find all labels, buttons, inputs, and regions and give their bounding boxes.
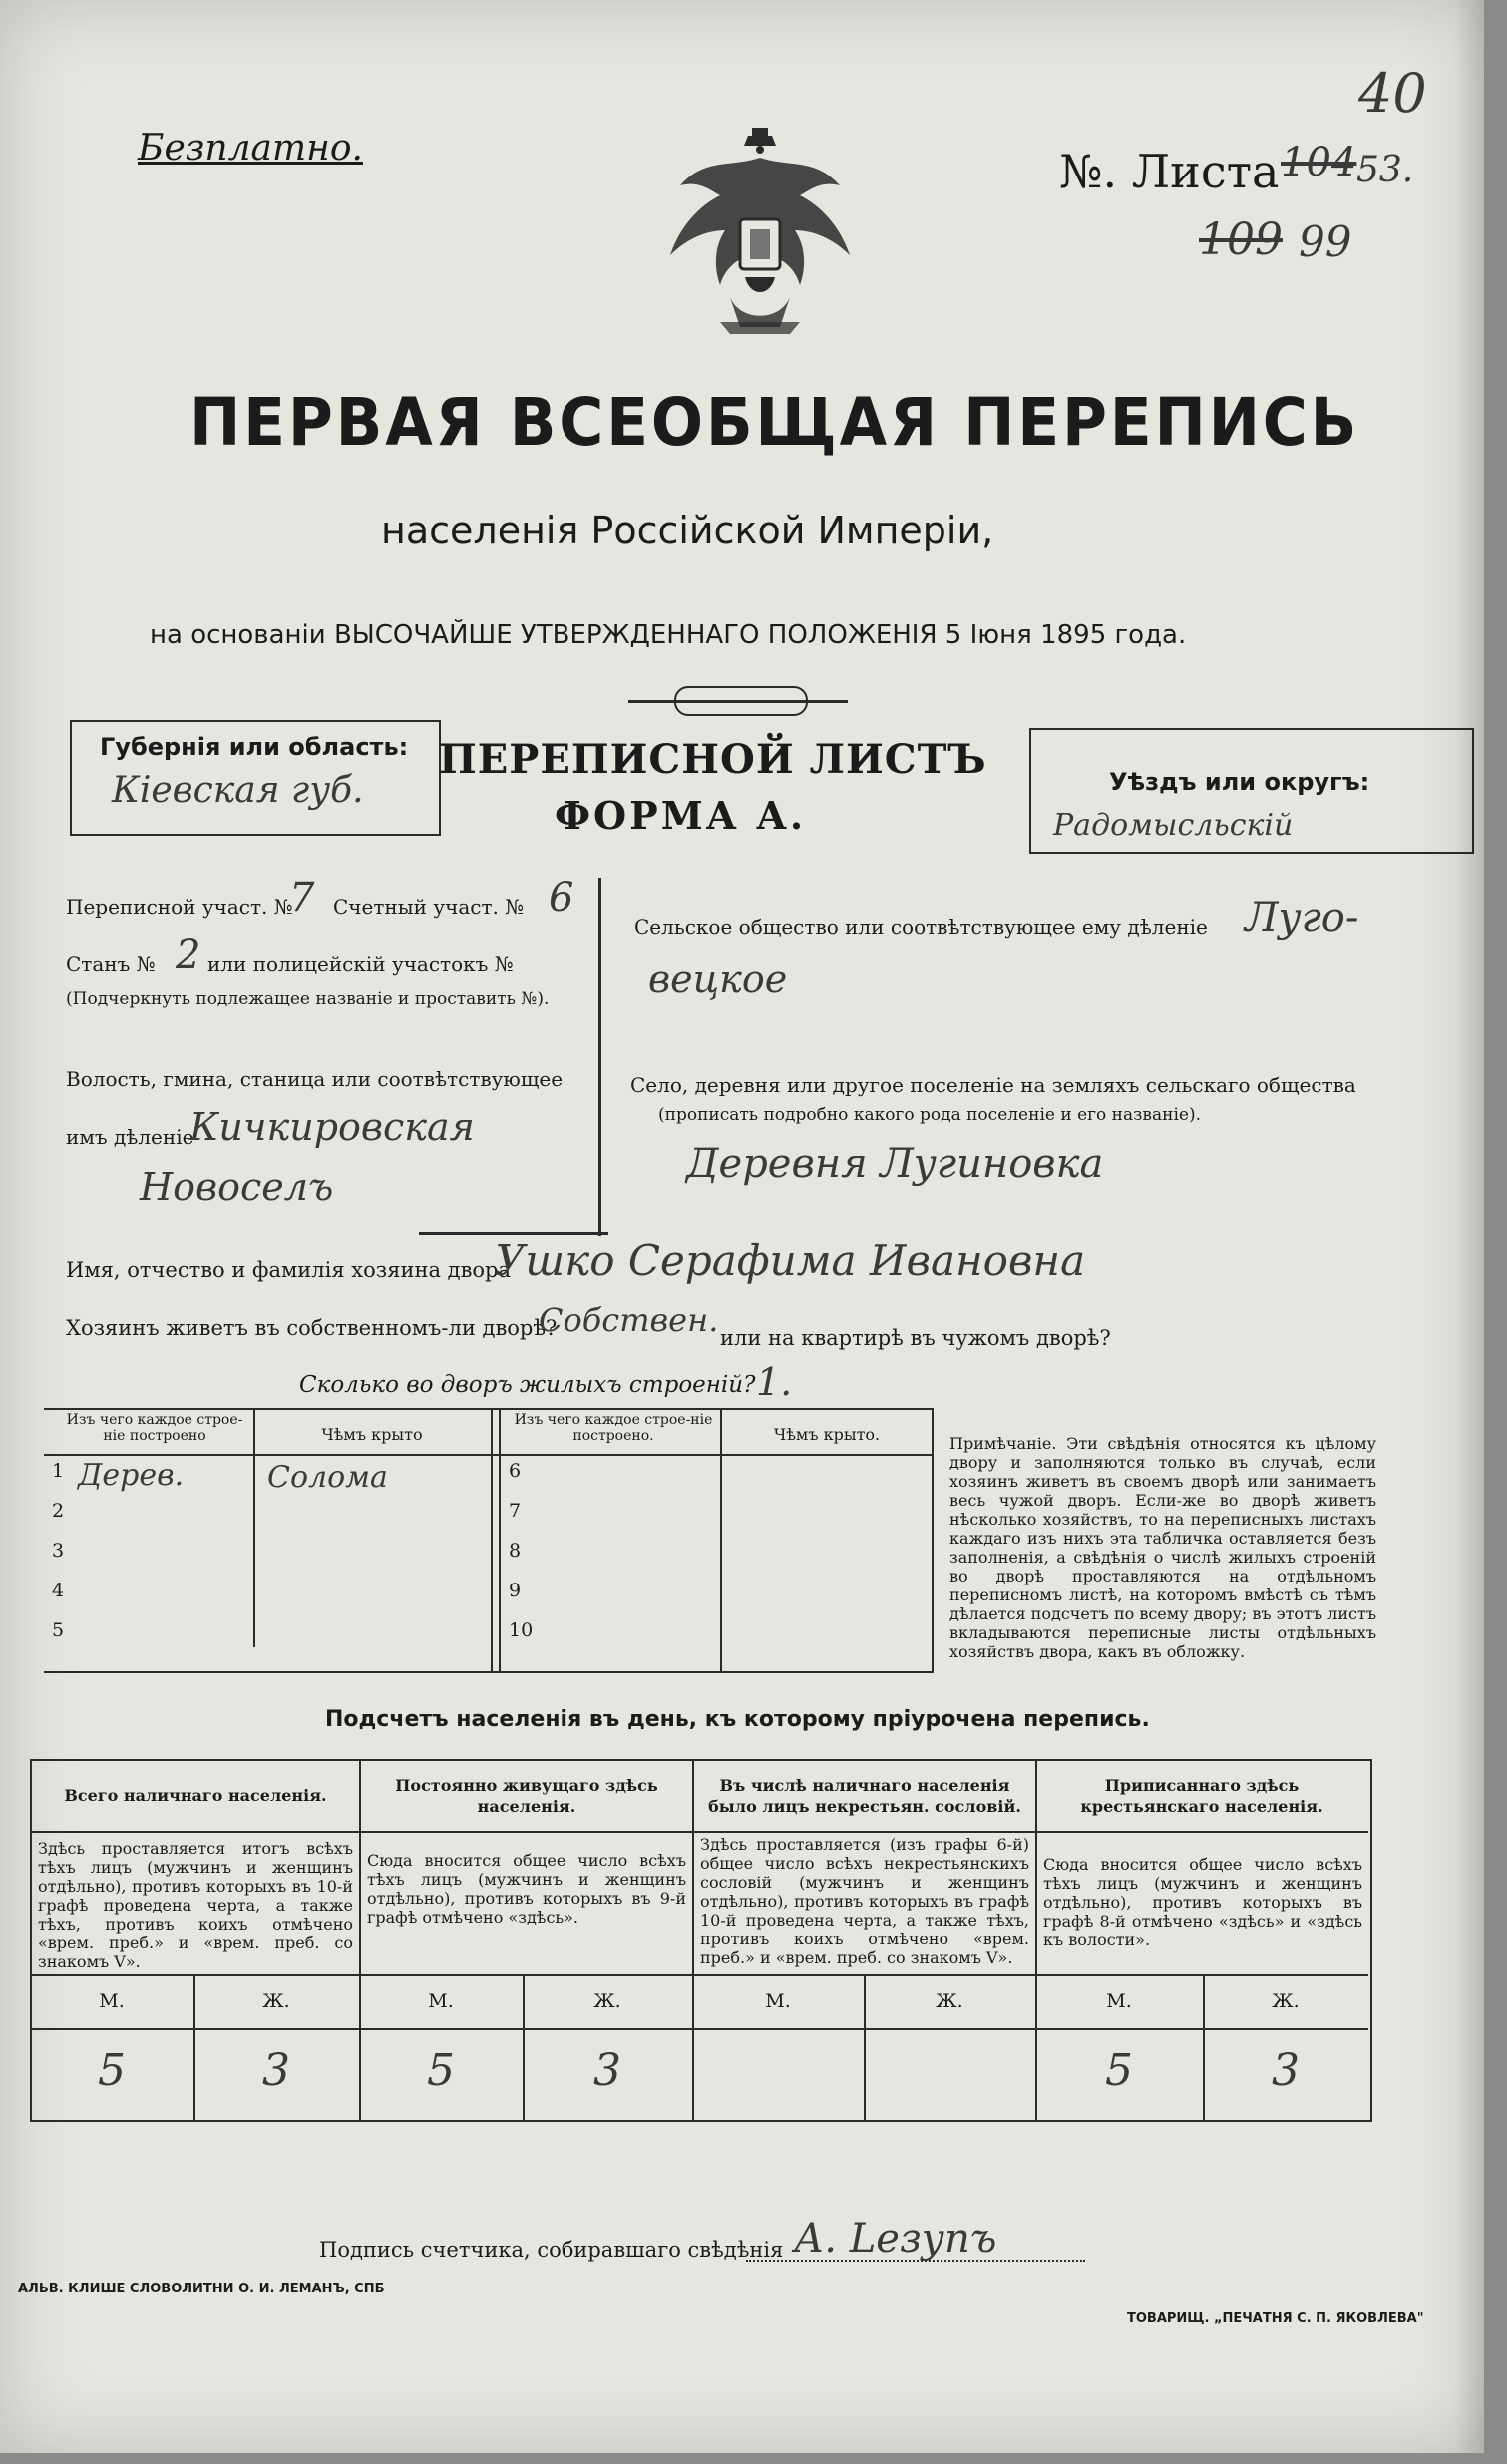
owner-label: Имя, отчество и фамилія хозяина двора (66, 1258, 512, 1282)
lives-label-2: или на квартирѣ въ чужомъ дворѣ? (720, 1326, 1111, 1350)
male-header: М. (765, 1990, 791, 2012)
count-value-2: 3 (262, 2045, 290, 2096)
village-note: (прописать подробно какого рода поселеніе и его названіе). (658, 1105, 1201, 1125)
buildings-label: Сколько во дворъ жилыхъ строеній? (299, 1372, 756, 1398)
stan-value: 2 (176, 932, 201, 978)
building-row-right-10: 10 (509, 1619, 534, 1641)
count-area-value: 6 (549, 876, 574, 921)
buildings-col3: Изъ чего каждое строе-ніе построено. (514, 1412, 713, 1444)
count-title: Подсчетъ населенія въ день, къ которому пріурочена перепись. (325, 1707, 1150, 1732)
building-row-left-2: 2 (52, 1500, 65, 1522)
building-row-left-1: 1 (52, 1460, 65, 1482)
sheet-number-c: 109 (1199, 214, 1283, 265)
form-sub: ФОРМА А. (555, 793, 807, 838)
society-value-2: вецкое (648, 957, 788, 1001)
vertical-divider (598, 878, 601, 1236)
society-value: Лугo- (1245, 895, 1359, 941)
census-area-value: 7 (289, 876, 315, 921)
signature-value: А. Lезупъ (794, 2216, 997, 2262)
sheet-number-d: 99 (1299, 217, 1352, 266)
signature-label: Подпись счетчика, собиравшаго свѣдѣнія (319, 2238, 784, 2262)
count-desc-4: Сюда вносится общее число всѣхъ тѣхъ лицъ (мужчинъ и женщинъ отдѣльно), противъ которыхъ въ графѣ 8-й отмѣчено «здѣсь» и «здѣсь къ волости». (1043, 1855, 1362, 1949)
volost-label-2: имъ дѣленіе (66, 1125, 194, 1149)
census-area-label: Переписной участ. № (66, 895, 293, 919)
form-title: ПЕРЕПИСНОЙ ЛИСТЪ (439, 736, 987, 783)
underline-note: (Подчеркнуть подлежащее названіе и проставить №). (66, 989, 550, 1009)
building-row-left-3: 3 (52, 1540, 65, 1562)
divider-foot (419, 1232, 608, 1235)
district-value: Радомысльскій (1053, 808, 1294, 843)
count-area-label: Счетный участ. № (333, 895, 525, 919)
count-value-7: 5 (1105, 2045, 1133, 2096)
count-value-8: 3 (1272, 2045, 1300, 2096)
female-header: Ж. (936, 1990, 963, 2012)
count-value-3: 5 (427, 2045, 455, 2096)
building-row-right-8: 8 (509, 1540, 522, 1562)
count-desc-1: Здѣсь проставляется итогъ всѣхъ тѣхъ лицъ (мужчинъ и женщинъ отдѣльно), противъ которыхъ въ 10-й графѣ проведена черта, а также тѣхъ, противъ коихъ отмѣчено «врем. преб.» и «врем. преб. со знакомъ V». (38, 1839, 353, 1971)
note-text: Примѣчаніе. Эти свѣдѣнія относятся къ цѣлому двору и заполняются только въ случаѣ, если хозяинъ живетъ въ своемъ дворѣ или занимаетъ весь чужой дворъ. Если-же во дворѣ живетъ нѣсколько хозяйствъ, то на переписныхъ листахъ каждаго изъ нихъ эта табличка оставляется безъ заполненія, а свѣдѣнія о числѣ жилыхъ строеній во дворѣ проставляются на отдѣльномъ переписномъ листѣ, на которомъ вмѣстѣ съ тѣмъ дѣлается подсчетъ по всему двору; въ этотъ листъ вкладываются переписные листы отдѣльныхъ хозяйствъ двора, какъ въ обложку. (949, 1434, 1376, 1661)
female-header: Ж. (1272, 1990, 1300, 2012)
female-header: Ж. (593, 1990, 621, 2012)
building-row-left-5: 5 (52, 1619, 65, 1641)
count-header-2: Постоянно живущаго здѣсь населенія. (395, 1776, 658, 1816)
district-label: Уѣздъ или округъ: (1109, 768, 1370, 796)
buildings-col4: Чѣмъ крыто. (773, 1425, 881, 1444)
sheet-label: №. Листа (1059, 145, 1280, 198)
count-header-4: Приписаннаго здѣсь крестьянскаго населенія. (1080, 1776, 1323, 1816)
volost-value: Кичкировская (189, 1105, 475, 1149)
footer-right: ТОВАРИЩ. „ПЕЧАТНЯ С. П. ЯКОВЛЕВА" (1127, 2311, 1424, 2326)
male-header: М. (1106, 1990, 1132, 2012)
sheet-number-a: 104 (1281, 140, 1357, 185)
count-desc-2: Сюда вносится общее число всѣхъ тѣхъ лицъ (мужчинъ и женщинъ отдѣльно), противъ которыхъ въ 9-й графѣ отмѣчено «здѣсь». (367, 1851, 686, 1927)
lives-label: Хозяинъ живетъ въ собственномъ-ли дворѣ? (66, 1316, 558, 1340)
owner-value: Ушко Серафима Ивановна (495, 1236, 1086, 1285)
male-header: М. (99, 1990, 125, 2012)
title-basis: на основаніи ВЫСОЧАЙШЕ УТВЕРЖДЕННАГО ПОЛОЖЕНІЯ 5 Іюня 1895 года. (150, 620, 1187, 650)
count-value-1: 5 (98, 2045, 126, 2096)
free-label: Безплатно. (138, 128, 363, 169)
province-label: Губернія или область: (100, 733, 409, 761)
volost-value-2: Новоселъ (140, 1165, 334, 1209)
building-row-left-4: 4 (52, 1580, 65, 1601)
building-row-right-6: 6 (509, 1460, 522, 1482)
building-row-right-9: 9 (509, 1580, 522, 1601)
row1-material: Дерев. (78, 1458, 185, 1493)
sheet-number-b: 53. (1356, 150, 1414, 190)
buildings-col2: Чѣмъ крыто (321, 1425, 423, 1444)
buildings-value: 1. (756, 1360, 793, 1404)
title-sub: населенія Россійской Имперіи, (381, 509, 994, 552)
volost-label: Волость, гмина, станица или соотвѣтствующее (66, 1067, 564, 1091)
buildings-col1: Изъ чего каждое строе-ніе построено (66, 1412, 243, 1444)
count-value-4: 3 (593, 2045, 621, 2096)
male-header: М. (428, 1990, 454, 2012)
footer-left: АЛЬВ. КЛИШЕ СЛОВОЛИТНИ О. И. ЛЕМАНЪ, СПБ (18, 2282, 385, 2296)
count-header-3: Въ числѣ наличнаго населенія было лицъ некрестьян. сословій. (708, 1776, 1021, 1816)
village-value: Деревня Лугиновка (686, 1141, 1104, 1187)
female-header: Ж. (262, 1990, 290, 2012)
corner-number: 40 (1358, 62, 1427, 125)
title-main: ПЕРВАЯ ВСЕОБЩАЯ ПЕРЕПИСЬ (189, 384, 1360, 461)
stan-label: Станъ № (66, 952, 156, 976)
village-label: Село, деревня или другое поселеніе на земляхъ сельскаго общества (630, 1073, 1356, 1097)
province-value: Кіевская губ. (112, 770, 364, 811)
building-row-right-7: 7 (509, 1500, 522, 1522)
society-label: Сельское общество или соотвѣтствующее ему дѣленіе (634, 915, 1208, 939)
imperial-eagle-icon (660, 128, 860, 349)
row1-roof: Солома (267, 1460, 388, 1495)
count-desc-3: Здѣсь проставляется (изъ графы 6-й) общее число всѣхъ некрестьянскихъ сословій (мужчинъ и женщинъ отдѣльно), противъ которыхъ въ графѣ 10-й проведена черта, а также тѣхъ, противъ коихъ отмѣчено «врем. преб.» и «врем. преб. со знакомъ V». (700, 1835, 1029, 1967)
lives-value: Собствен. (539, 1301, 719, 1339)
police-label: или полицейскій участокъ № (207, 952, 514, 976)
ornament-knot (674, 686, 808, 716)
count-header-1: Всего наличнаго населенія. (64, 1786, 327, 1805)
